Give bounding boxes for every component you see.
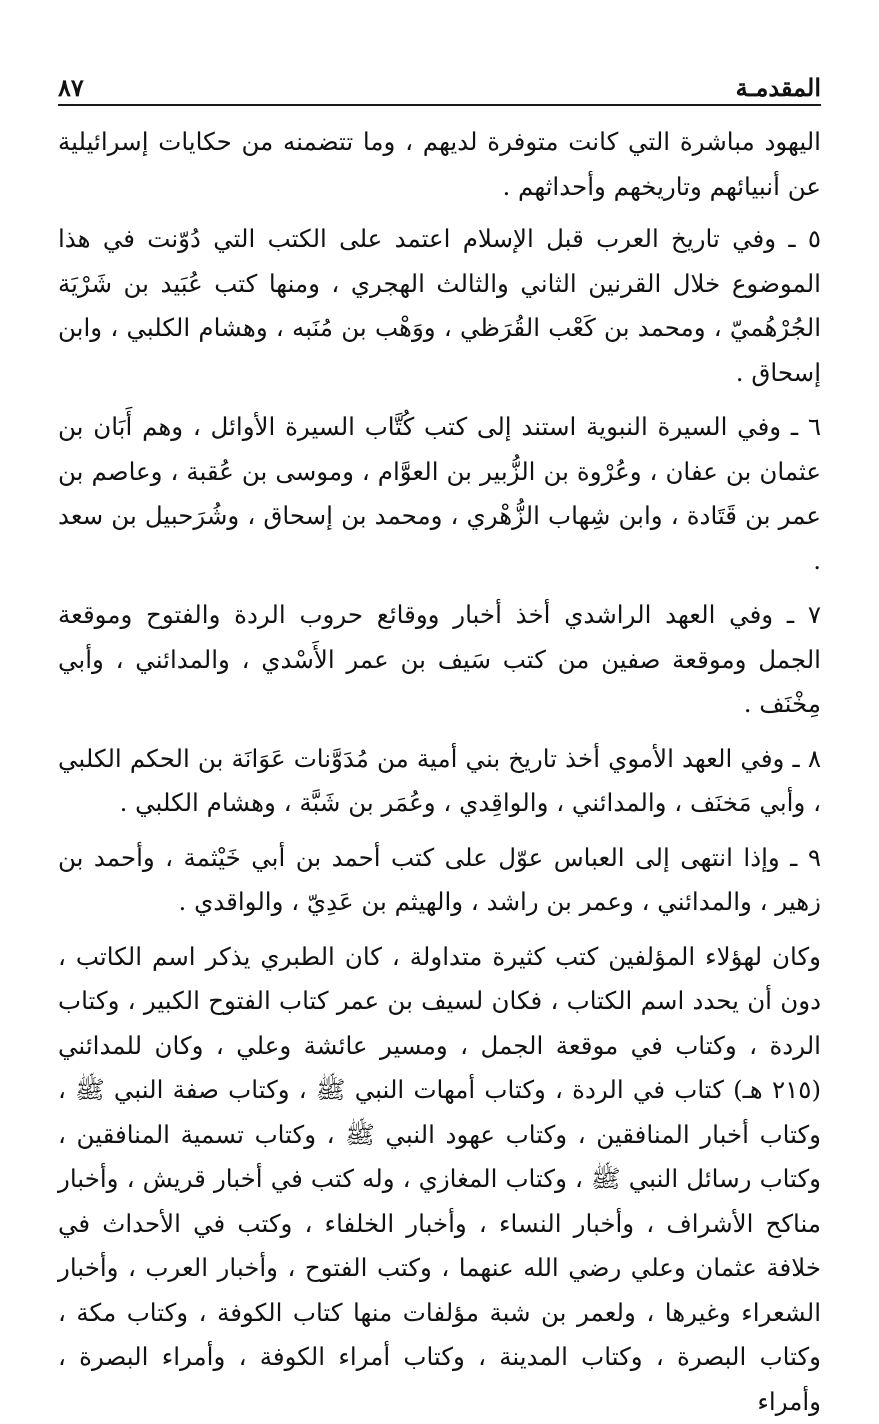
page-header <box>58 60 821 106</box>
page-number: ٨٧ <box>58 76 84 100</box>
paragraph-authors-books: وكان لهؤلاء المؤلفين كتب كثيرة متداولة ، كان الطبري يذكر اسم الكاتب ، دون أن يحدد اسم الكتاب ، فكان لسيف بن عمر كتاب الفتوح الكبير ، وكتاب الردة ، وكتاب في موقعة الجمل ، ومسير عائشة وعلي ، وكان للمدائني (٢١٥ هـ) كتاب في الردة ، وكتاب أمهات النبي ﷺ ، وكتاب صفة النبي ﷺ ، وكتاب أخبار المنافقين ، وكتاب عهود النبي ﷺ ، وكتاب تسمية المنافقين ، وكتاب رسائل النبي ﷺ ، وكتاب المغازي ، وله كتب في أخبار قريش ، وأخبار مناكح الأشراف ، وأخبار النساء ، وأخبار الخلفاء ، وكتب في الأحداث في خلافة عثمان وعلي رضي الله عنهما ، وكتب الفتوح ، وأخبار العرب ، وأخبار الشعراء وغيرها ، ولعمر بن شبة مؤلفات منها كتاب الكوفة ، وكتاب مكة ، وكتاب البصرة ، وكتاب المدينة ، وكتاب أمراء الكوفة ، وأمراء البصرة ، وأمراء <box>58 935 821 1424</box>
paragraph-continuation: اليهود مباشرة التي كانت متوفرة لديهم ، وما تتضمنه من حكايات إسرائيلية عن أنبيائهم وتاريخهم وأحداثهم . <box>58 120 821 209</box>
paragraph-item-8: ٨ ـ وفي العهد الأموي أخذ تاريخ بني أمية من مُدَوَّنات عَوَانَة بن الحكم الكلبي ، وأبي مَخنَف ، والمدائني ، والواقِدي ، وعُمَر بن شَبَّة ، وهشام الكلبي . <box>58 737 821 826</box>
book-page <box>58 60 821 1348</box>
paragraph-item-5: ٥ ـ وفي تاريخ العرب قبل الإسلام اعتمد على الكتب التي دُوّنت في هذا الموضوع خلال القرنين الثاني والثالث الهجري ، ومنها كتب عُبَيد بن شَرْيَة الجُرْهُميّ ، ومحمد بن كَعْب القُرَظي ، ووَهْب بن مُنَبه ، وهشام الكلبي ، وابن إسحاق . <box>58 217 821 395</box>
page-body <box>58 120 821 1424</box>
paragraph-item-6: ٦ ـ وفي السيرة النبوية استند إلى كتب كُتَّاب السيرة الأوائل ، وهم أَبَان بن عثمان بن عفان ، وعُرْوة بن الزُّبير بن العوَّام ، وموسى بن عُقبة ، وعاصم بن عمر بن قَتَادة ، وابن شِهاب الزُّهْري ، ومحمد بن إسحاق ، وشُرَحبيل بن سعد . <box>58 405 821 583</box>
paragraph-item-7: ٧ ـ وفي العهد الراشدي أخذ أخبار ووقائع حروب الردة والفتوح وموقعة الجمل وموقعة صفين من كتب سَيف بن عمر الأَسْدي ، والمدائني ، وأبي مِخْنَف . <box>58 593 821 727</box>
running-head: المقدمـة <box>736 76 821 100</box>
paragraph-item-9: ٩ ـ وإذا انتهى إلى العباس عوّل على كتب أحمد بن أبي خَيْثمة ، وأحمد بن زهير ، والمدائني ، وعمر بن راشد ، والهيثم بن عَدِيّ ، والواقدي . <box>58 836 821 925</box>
